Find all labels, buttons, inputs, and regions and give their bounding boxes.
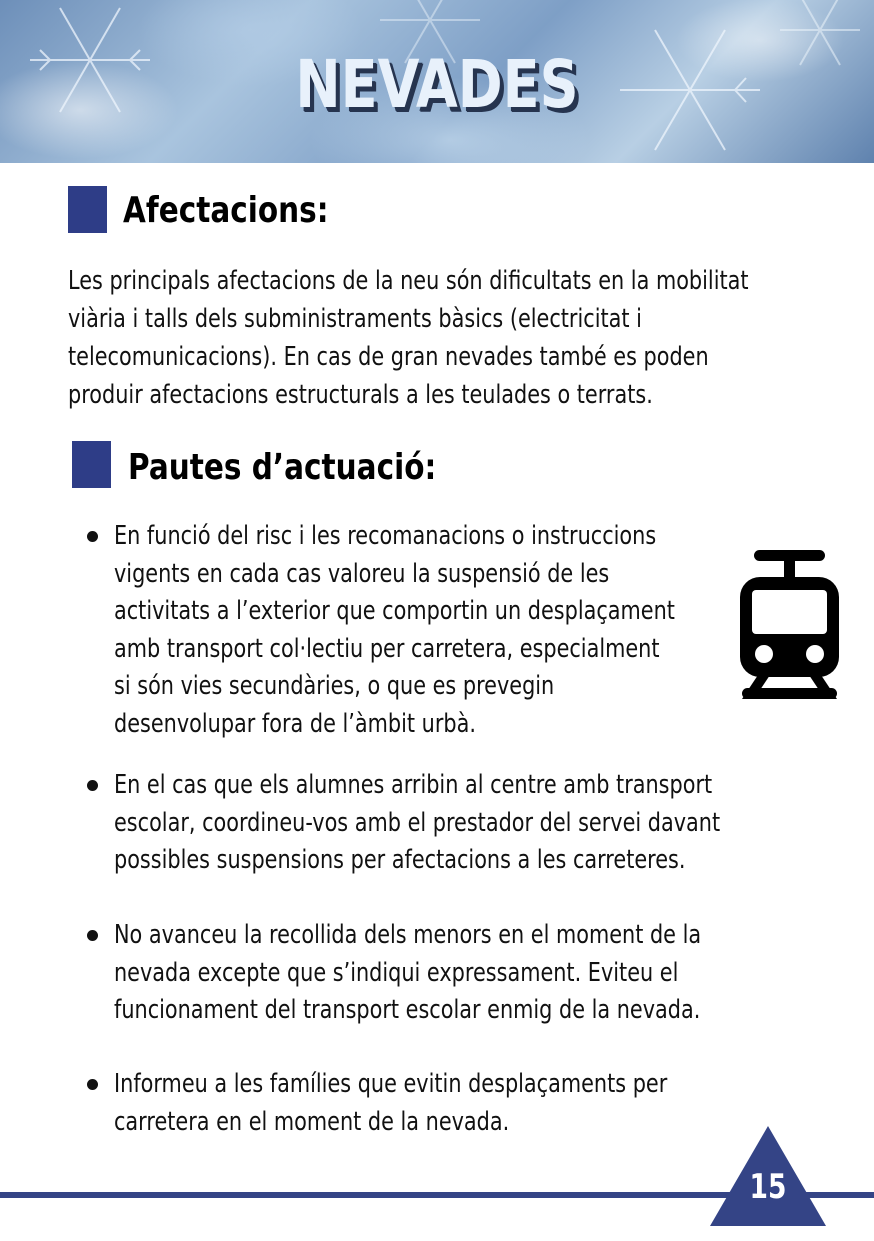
section-marker-square [72,441,111,488]
bullet-dot [87,780,98,791]
header-banner [0,0,874,163]
paragraph-line: produir afectacions estructurals a les teulades o terrats. [68,380,653,410]
paragraph-line: telecomunicacions). En cas de gran nevades també es poden [68,342,709,372]
list-item [114,1066,806,1141]
page-number: 15 [749,1167,787,1207]
list-item-line: si són vies secundàries, o que es prevegin [114,671,555,702]
paragraph-line: viària i talls dels subministraments bàsics (electricitat i [68,304,642,334]
list-item-line: possibles suspensions per afectacions a les carreteres. [114,845,686,876]
list-item-line: En funció del risc i les recomanacions o instruccions [114,521,657,551]
list-item-line: No avanceu la recollida dels menors en el moment de la [114,920,702,950]
paragraph-line: Les principals afectacions de la neu són dificultats en la mobilitat [68,266,749,296]
section-heading-pautes: Pautes d’actuació: [128,447,437,488]
list-item-line: En el cas que els alumnes arribin al centre amb transport [114,770,713,800]
section-heading-afectacions: Afectacions: [123,190,329,231]
bullet-dot [87,930,98,941]
section-marker-square [68,186,107,233]
list-item [114,917,848,1030]
bullet-dot [87,531,98,542]
bullet-dot [87,1079,98,1090]
list-item [114,518,815,744]
tram-icon [738,547,841,705]
list-item-line: vigents en cada cas valoreu la suspensió de les [114,558,610,589]
list-item-line: nevada excepte que s’indiqui expressament. Eviteu el [114,957,679,988]
list-item-line: carretera en el moment de la nevada. [114,1106,510,1137]
afectacions-paragraph [68,262,828,414]
list-item [114,767,872,880]
list-item-line: funcionament del transport escolar enmig de la nevada. [114,995,701,1026]
list-item-line: escolar, coordineu-vos amb el prestador del servei davant [114,807,721,838]
page-title: NEVADES [295,46,579,123]
list-item-line: Informeu a les famílies que evitin desplaçaments per [114,1069,668,1099]
list-item-line: desenvolupar fora de l’àmbit urbà. [114,708,476,739]
list-item-line: amb transport col·lectiu per carretera, especialment [114,633,660,664]
list-item-line: activitats a l’exterior que comportin un desplaçament [114,596,675,627]
